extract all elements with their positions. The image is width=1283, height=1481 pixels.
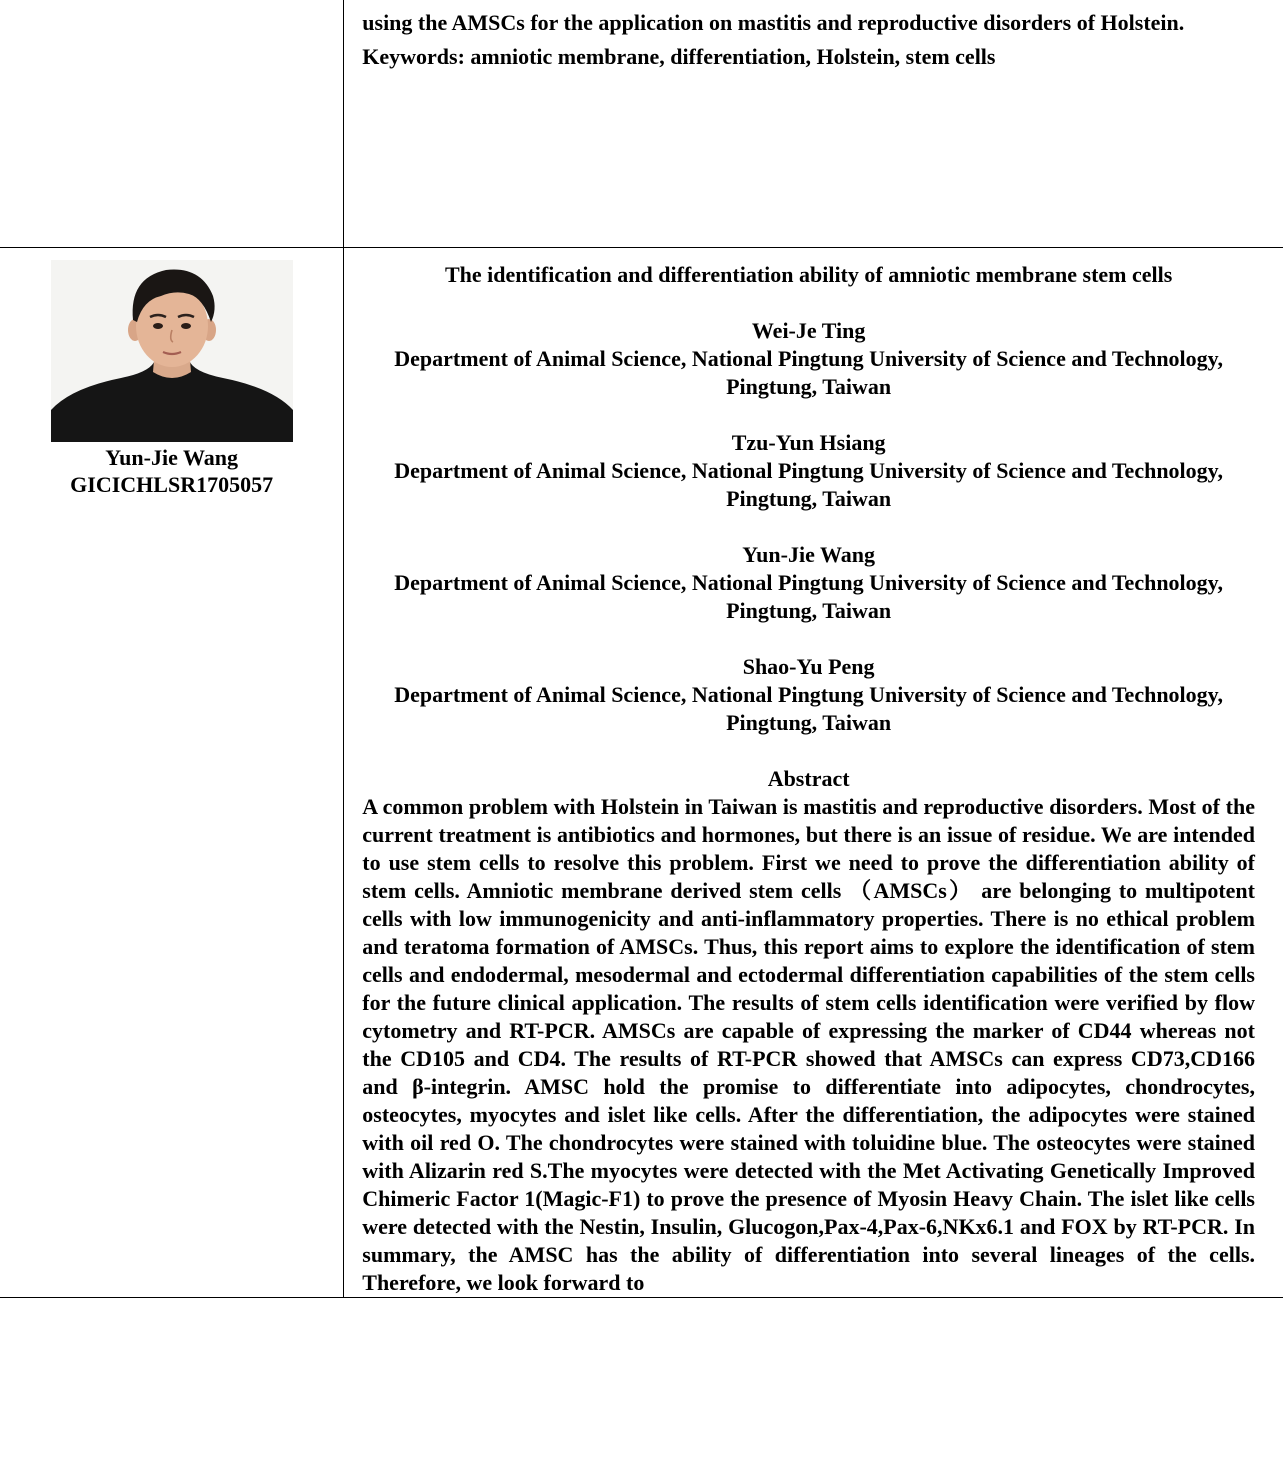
previous-abstract-ending	[344, 0, 1283, 70]
author-name: Shao-Yu Peng	[742, 653, 875, 679]
intro-cell	[344, 0, 1283, 247]
presenter-card	[0, 248, 343, 498]
abstract-continuation: using the AMSCs for the application on mastitis and reproductive disorders of Holstein.	[362, 10, 1185, 35]
author-block	[362, 317, 1255, 401]
author-affiliation: Department of Animal Science, National Pingtung University of Science and Technology, Pingtung, Taiwan	[394, 457, 1223, 511]
abstract-heading: Abstract	[767, 765, 850, 791]
paper-title: The identification and differentiation ability of amniotic membrane stem cells	[444, 261, 1173, 287]
author-block	[362, 653, 1255, 737]
keywords-line: Keywords: amniotic membrane, differentiation, Holstein, stem cells	[362, 44, 996, 69]
author-name: Yun-Jie Wang	[742, 541, 875, 567]
empty-left-cell	[0, 0, 344, 247]
author-affiliation: Department of Animal Science, National Pingtung University of Science and Technology, Pingtung, Taiwan	[394, 681, 1223, 735]
presenter-name: Yun-Jie Wang	[105, 444, 238, 470]
author-block	[362, 429, 1255, 513]
abstract-content	[344, 248, 1283, 1297]
author-block	[362, 541, 1255, 625]
author-name: Tzu-Yun Hsiang	[731, 429, 886, 455]
table-row	[0, 0, 1283, 247]
author-name: Wei-Je Ting	[751, 317, 866, 343]
portrait-photo	[51, 260, 293, 442]
abstract-body: A common problem with Holstein in Taiwan is mastitis and reproductive disorders. Most of the current treatment is antibiotics and hormones, but there is an issue of residue. We are intended to use stem cells to resolve this problem. First we need to prove the differentiation ability of stem cells. Amniotic membrane derived stem cells （AMSCs） are belonging to multipotent cells with low immunogenicity and anti-inflammatory properties. There is no ethical problem and teratoma formation of AMSCs. Thus, this report aims to explore the identification of stem cells and endodermal, mesodermal and ectodermal differentiation capabilities of the stem cells for the future clinical application. The results of stem cells identification were verified by flow cytometry and RT-PCR. AMSCs are capable of expressing the marker of CD44 whereas not the CD105 and CD4. The results of RT-PCR showed that AMSCs can express CD73,CD166 and β-integrin. AMSC hold the promise to differentiate into adipocytes, chondrocytes, osteocytes, myocytes and islet like cells. After the differentiation, the adipocytes were stained with oil red O. The chondrocytes were stained with toluidine blue. The osteocytes were stained with Alizarin red S.The myocytes were detected with the Met Activating Genetically Improved Chimeric Factor 1(Magic-F1) to prove the presence of Myosin Heavy Chain. The islet like cells were detected with the Nestin, Insulin, Glucogon,Pax-4,Pax-6,NKx6.1 and FOX by RT-PCR. In summary, the AMSC has the ability of differentiation into several lineages of the cells. Therefore, we look forward to	[362, 793, 1255, 1295]
abstract-cell	[344, 247, 1283, 1297]
portrait-icon	[51, 260, 293, 442]
table-row	[0, 247, 1283, 1297]
presenter-id: GICICHLSR1705057	[70, 471, 274, 497]
author-affiliation: Department of Animal Science, National Pingtung University of Science and Technology, Pingtung, Taiwan	[394, 345, 1223, 399]
presenter-cell	[0, 247, 344, 1297]
author-affiliation: Department of Animal Science, National Pingtung University of Science and Technology, Pingtung, Taiwan	[394, 569, 1223, 623]
